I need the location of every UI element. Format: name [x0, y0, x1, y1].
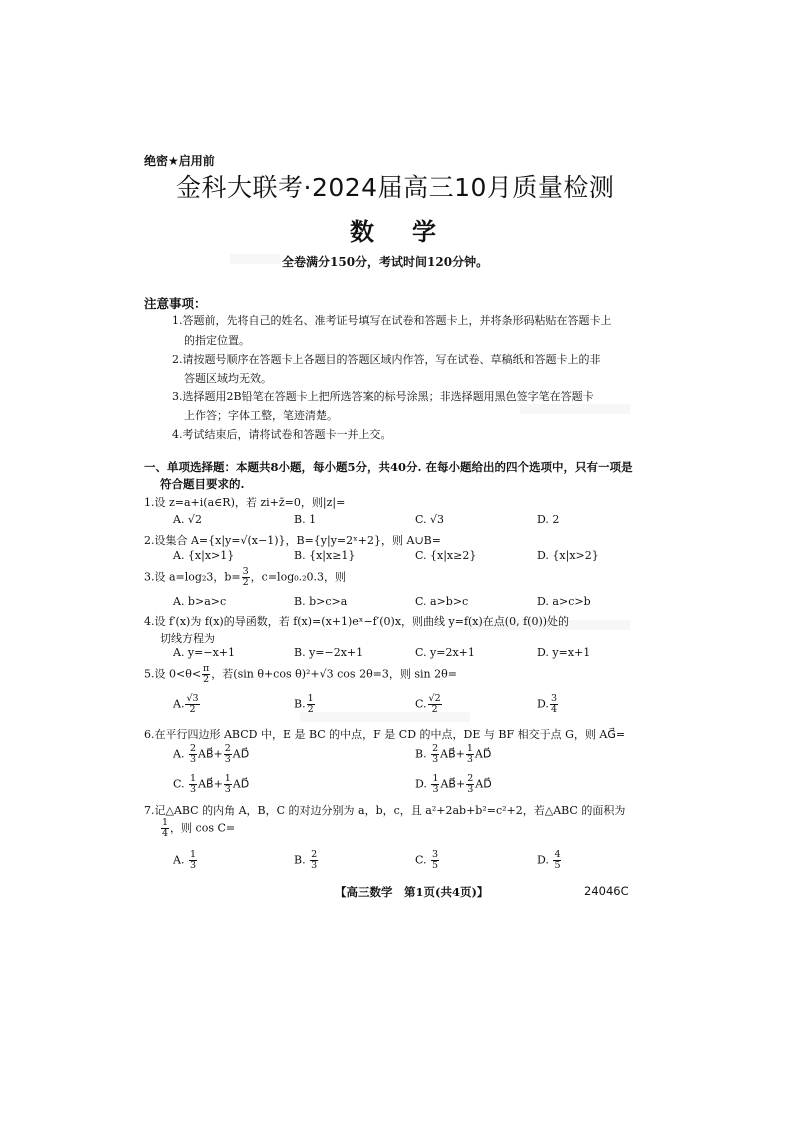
question-3-option-d: D. a>c>b [537, 595, 591, 608]
frac-denominator: 3 [224, 754, 231, 765]
q5-stem-part-b: ，若(sin θ+cos θ)²+√3 cos 2θ=3，则 sin 2θ= [211, 667, 457, 681]
question-4-stem-cont: 切线方程为 [160, 632, 215, 645]
frac-denominator: 2 [307, 704, 314, 715]
option-fraction [431, 744, 439, 765]
frac-numerator: 1 [224, 773, 231, 784]
question-2-option-a: A. {x|x>1} [173, 549, 235, 562]
question-5-option-d [537, 694, 559, 715]
frac-denominator: 2 [189, 704, 196, 715]
question-3-stem [144, 567, 346, 588]
option-fraction [224, 774, 232, 795]
question-3-option-c: C. a>b>c [415, 595, 469, 608]
option-label: A. [173, 697, 185, 711]
frac-numerator: √3 [186, 693, 199, 704]
option-fraction [307, 694, 315, 715]
question-7-option-b [294, 850, 319, 871]
frac-numerator: 1 [307, 693, 314, 704]
option-label: C. [173, 777, 185, 791]
vector-term: AD⃗ [232, 747, 250, 761]
frac-denominator: 2 [203, 674, 210, 685]
question-4-stem: 4.设 f′(x)为 f(x)的导函数，若 f(x)=(x+1)eˣ−f′(0)x，则曲线 y=f(x)在点(0, f(0))处的 [144, 615, 570, 628]
scan-artifact [230, 254, 280, 264]
question-4-option-d: D. y=x+1 [537, 646, 591, 659]
scan-artifact [300, 712, 470, 722]
question-6-option-d [415, 774, 492, 795]
option-label: B. [415, 747, 427, 761]
option-fraction [466, 774, 474, 795]
question-2-option-d: D. {x|x>2} [537, 549, 599, 562]
question-7-option-a [173, 850, 198, 871]
q5-fraction [202, 664, 210, 685]
notice-line: 2.请按题号顺序在答题卡上各题目的答题区域内作答，写在试卷、草稿纸和答题卡上的非 [172, 353, 601, 366]
q3-stem-part-b: ，c=log₀.₂0.3，则 [250, 570, 347, 584]
frac-numerator: 1 [466, 743, 473, 754]
question-4-option-b: B. y=−2x+1 [294, 646, 364, 659]
option-label: C. [415, 697, 427, 711]
frac-denominator: 3 [466, 754, 473, 765]
frac-numerator: 2 [224, 743, 231, 754]
question-2-option-b: B. {x|x≥1} [294, 549, 356, 562]
frac-denominator: 5 [554, 860, 561, 871]
question-7-stem: 7.记△ABC 的内角 A，B，C 的对边分别为 a，b，c，且 a²+2ab+b²=c²+2，若△ABC 的面积为 [144, 804, 626, 817]
option-label: A. [173, 747, 185, 761]
option-fraction [189, 744, 197, 765]
frac-denominator: 3 [432, 784, 439, 795]
notice-line: 4.考试结束后，请将试卷和答题卡一并上交。 [172, 428, 392, 441]
notice-line: 的指定位置。 [184, 334, 250, 347]
option-label: D. [415, 777, 427, 791]
option-label: B. [294, 853, 306, 867]
option-fraction [310, 850, 318, 871]
frac-numerator: 1 [432, 773, 439, 784]
question-4-option-a: A. y=−x+1 [173, 646, 236, 659]
frac-denominator: 4 [550, 704, 557, 715]
question-6-option-b [415, 744, 491, 765]
option-fraction [431, 774, 439, 795]
question-6-stem: 6.在平行四边形 ABCD 中，E 是 BC 的中点，F 是 CD 的中点，DE 与 BF 相交于点 G，则 AG⃗= [144, 728, 626, 741]
vector-term: AD⃗ [474, 747, 492, 761]
question-4-option-c: C. y=2x+1 [415, 646, 475, 659]
option-fraction [189, 850, 197, 871]
option-label: B. [294, 697, 306, 711]
question-6-option-c [173, 774, 249, 795]
notice-line: 答题区域均无效。 [184, 372, 272, 385]
notice-line: 1.答题前，先将自己的姓名、准考证号填写在试卷和答题卡上，并将条形码粘贴在答题卡上 [172, 314, 612, 327]
question-2-option-c: C. {x|x≥2} [415, 549, 477, 562]
frac-numerator: 2 [432, 743, 439, 754]
question-5-option-c [415, 694, 443, 715]
frac-numerator: 4 [554, 849, 561, 860]
section-heading-cont: 符合题目要求的. [160, 477, 245, 491]
vector-term: AB⃗+ [440, 747, 465, 761]
exam-info: 全卷满分150分，考试时间120分钟。 [282, 255, 489, 269]
frac-denominator: 2 [242, 577, 249, 588]
question-5-option-b [294, 694, 316, 715]
frac-numerator: 2 [311, 849, 318, 860]
option-fraction [185, 694, 199, 715]
notice-line: 3.选择题用2B铅笔在答题卡上把所选答案的标号涂黑；非选择题用黑色签字笔在答题卡 [172, 390, 594, 403]
q3-stem-part-a: 3.设 a=log₂3，b= [144, 570, 241, 584]
vector-term: AD⃗ [232, 777, 250, 791]
frac-denominator: 3 [432, 754, 439, 765]
question-7-stem-cont [160, 818, 235, 839]
notice-title: 注意事项： [144, 296, 207, 311]
frac-numerator: 1 [162, 817, 169, 828]
subject-title: 数学 [350, 218, 474, 246]
question-5-option-a [173, 694, 201, 715]
option-fraction [428, 694, 442, 715]
frac-denominator: 3 [189, 860, 196, 871]
question-7-option-c [415, 850, 440, 871]
option-fraction [431, 850, 439, 871]
scan-artifact [520, 404, 630, 414]
page-footer: 【高三数学 第1页(共4页)】 [335, 885, 489, 899]
question-3-option-a: A. b>a>c [173, 595, 227, 608]
frac-numerator: 1 [189, 849, 196, 860]
frac-numerator: 2 [467, 773, 474, 784]
frac-numerator: 1 [190, 773, 197, 784]
option-label: C. [415, 853, 427, 867]
frac-numerator: 3 [242, 566, 249, 577]
frac-denominator: 3 [311, 860, 318, 871]
frac-numerator: √2 [428, 693, 441, 704]
option-fraction [189, 774, 197, 795]
question-1-option-d: D. 2 [537, 513, 560, 526]
q7-stem-part-b: ，则 cos C= [170, 821, 236, 835]
option-fraction [466, 744, 474, 765]
option-label: A. [173, 853, 185, 867]
q7-fraction [161, 818, 169, 839]
option-label: D. [537, 853, 549, 867]
frac-numerator: π [203, 663, 210, 674]
frac-denominator: 4 [162, 828, 169, 839]
question-5-stem [144, 664, 457, 685]
question-1-option-b: B. 1 [294, 513, 317, 526]
frac-denominator: 3 [190, 784, 197, 795]
option-label: D. [537, 697, 549, 711]
vector-term: AB⃗+ [198, 777, 223, 791]
frac-numerator: 2 [189, 743, 196, 754]
confidential-label: 绝密★启用前 [144, 154, 215, 168]
question-1-option-a: A. √2 [173, 513, 202, 526]
vector-term: AB⃗+ [440, 777, 466, 791]
exam-title: 金科大联考·2024届高三10月质量检测 [176, 173, 615, 202]
frac-denominator: 3 [467, 784, 474, 795]
question-7-option-d [537, 850, 562, 871]
question-1-stem: 1.设 z=a+i(a∈R)，若 zi+z̄=0，则|z|= [144, 496, 346, 509]
frac-denominator: 2 [431, 704, 438, 715]
frac-numerator: 3 [432, 849, 439, 860]
option-fraction [224, 744, 232, 765]
option-fraction [553, 850, 561, 871]
frac-numerator: 3 [550, 693, 557, 704]
frac-denominator: 5 [432, 860, 439, 871]
question-6-option-a [173, 744, 249, 765]
notice-line: 上作答；字体工整，笔迹清楚。 [184, 409, 338, 422]
question-1-option-c: C. √3 [415, 513, 445, 526]
question-3-option-b: B. b>c>a [294, 595, 348, 608]
q5-stem-part-a: 5.设 0<θ< [144, 667, 202, 681]
frac-denominator: 3 [189, 754, 196, 765]
frac-denominator: 3 [224, 784, 231, 795]
option-fraction [550, 694, 558, 715]
q3-fraction [242, 567, 250, 588]
vector-term: AB⃗+ [198, 747, 223, 761]
vector-term: AD⃗ [475, 777, 492, 791]
exam-code: 24046C [584, 884, 629, 898]
question-2-stem: 2.设集合 A={x|y=√(x−1)}，B={y|y=2ˣ+2}，则 A∪B= [144, 534, 441, 547]
section-heading: 一、单项选择题：本题共8小题，每小题5分，共40分. 在每小题给出的四个选项中，只有一项是 [144, 460, 633, 474]
